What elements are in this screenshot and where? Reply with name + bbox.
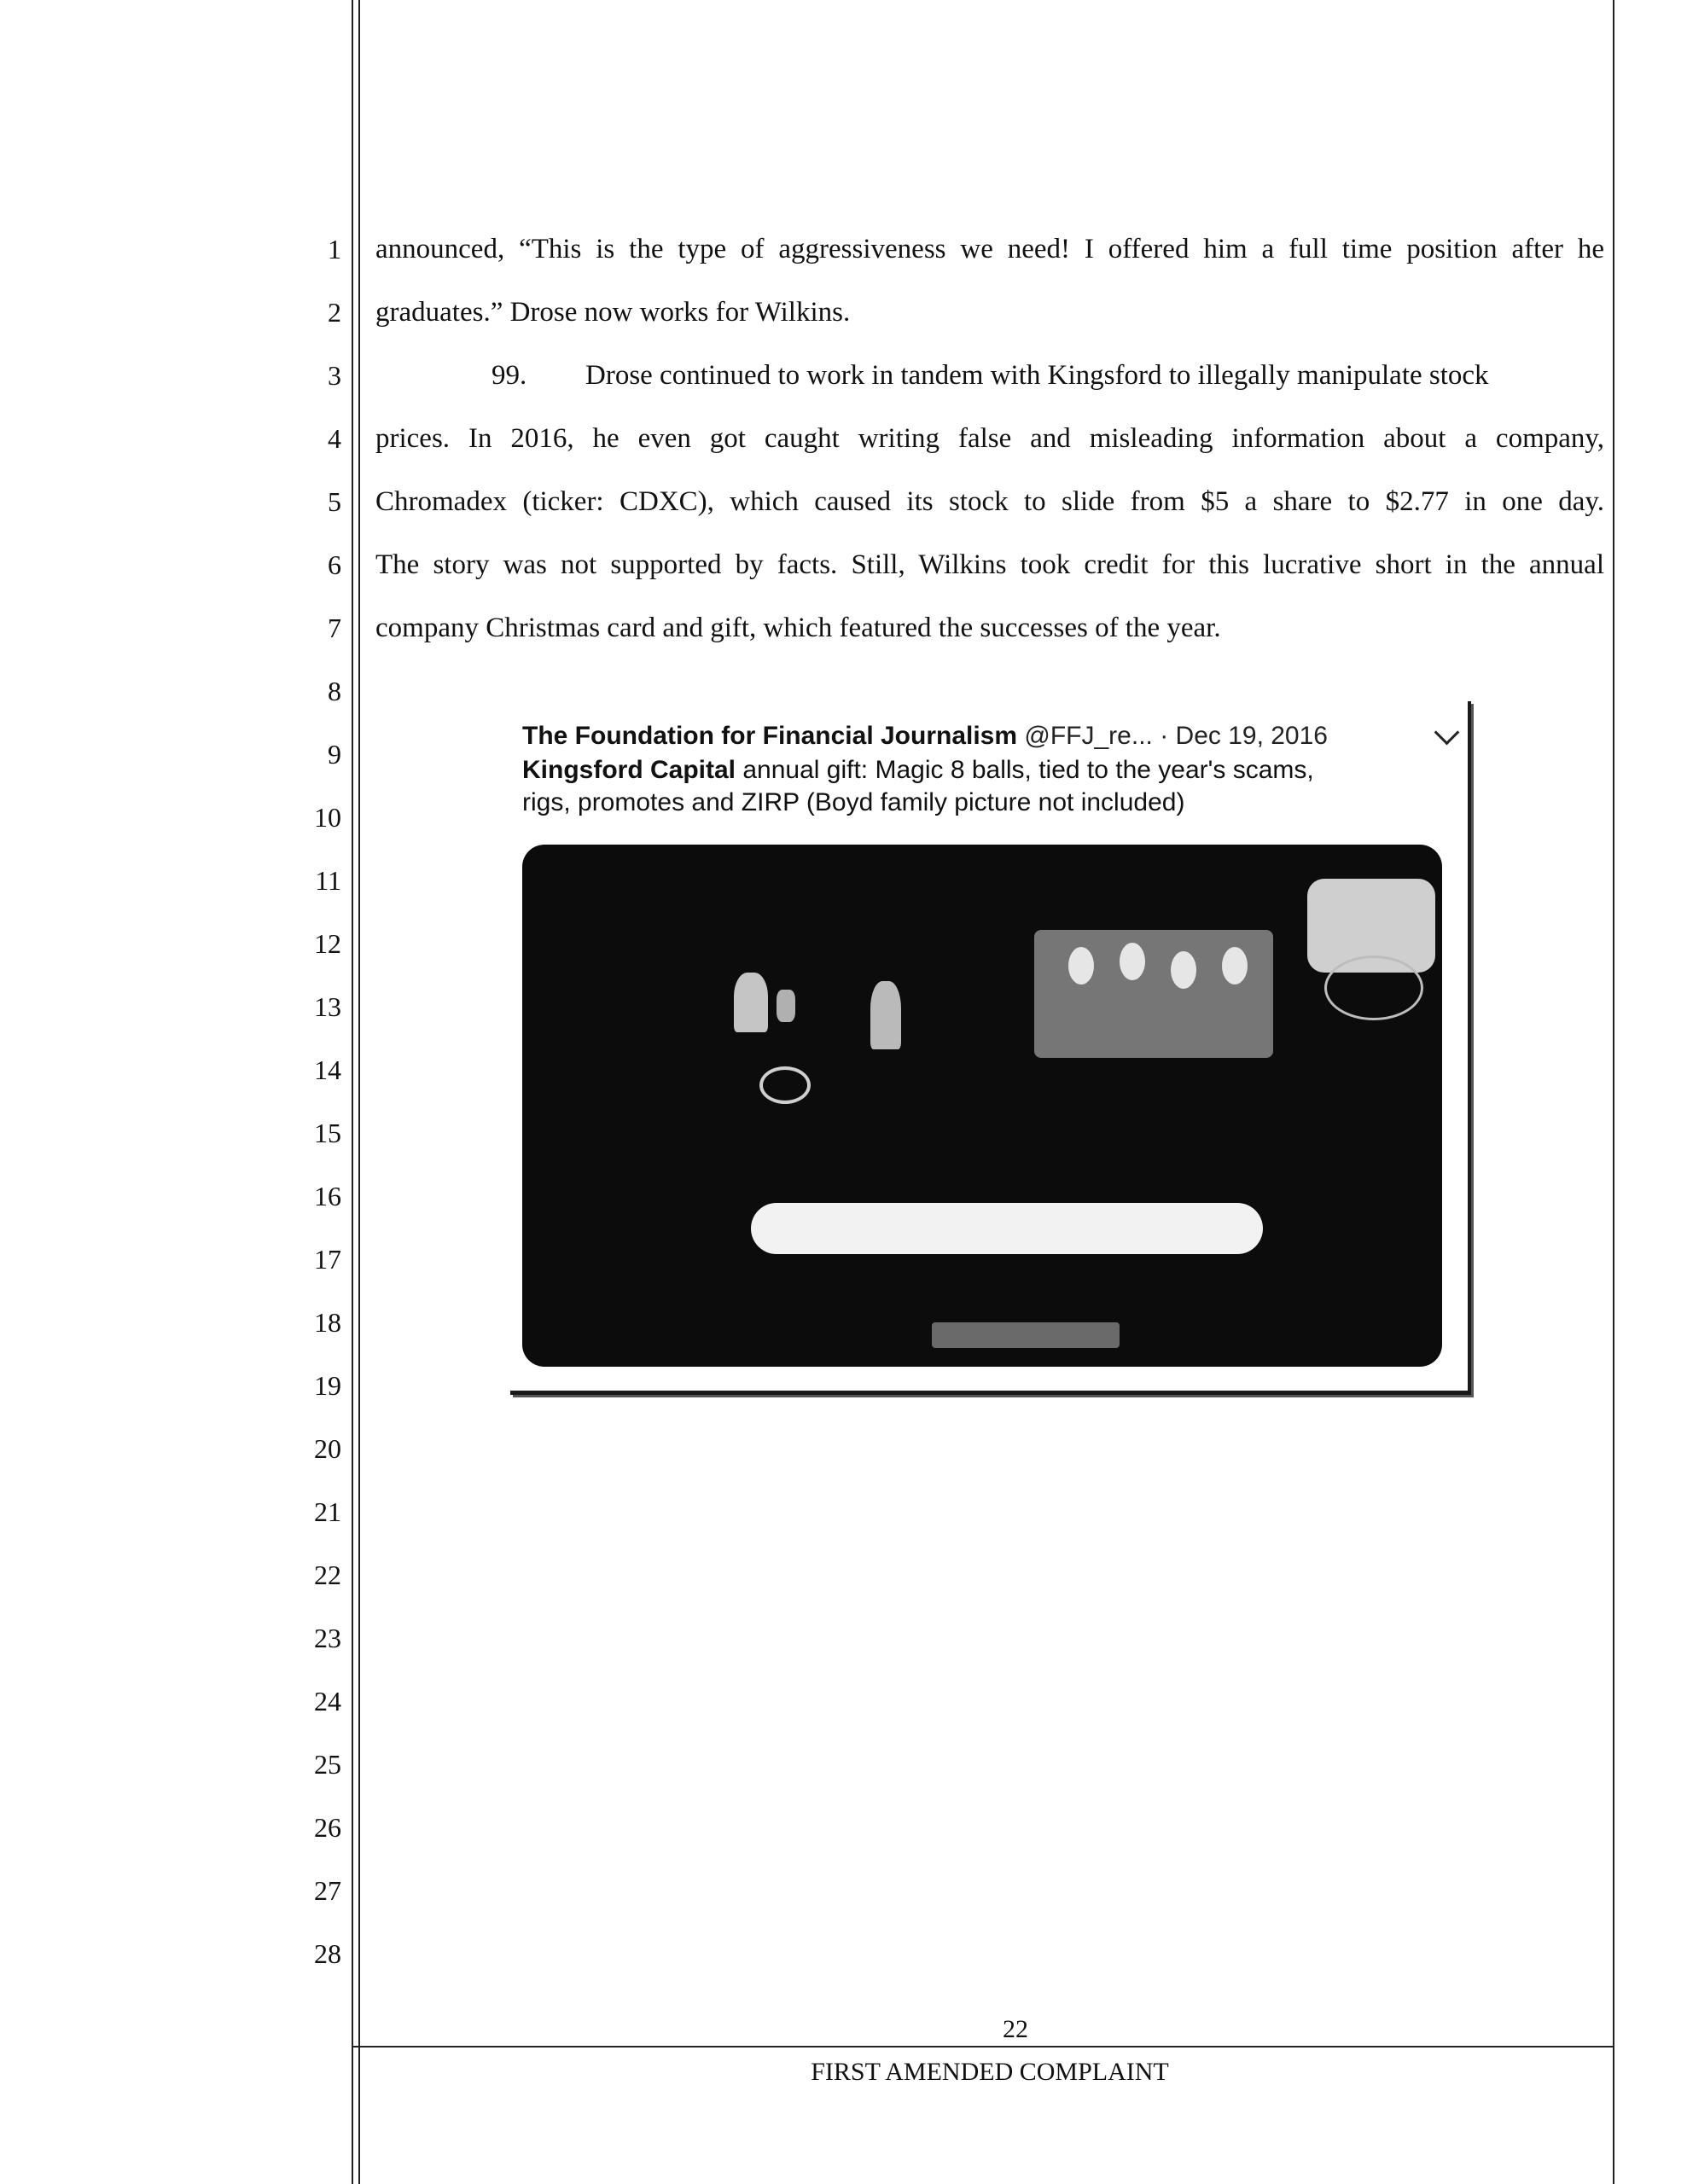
line-number: 7 — [328, 613, 341, 643]
tweet-header — [522, 720, 1452, 752]
line-number: 1 — [328, 234, 341, 264]
body-line: prices. In 2016, he even got caught writing false and misleading information about a company, — [375, 423, 1604, 454]
line-number: 14 — [314, 1054, 341, 1085]
line-number: 26 — [314, 1812, 341, 1843]
line-number: 19 — [314, 1370, 341, 1401]
photo-figure — [734, 973, 768, 1032]
photo-ring — [759, 1066, 811, 1104]
line-number: 2 — [328, 297, 341, 328]
line-number: 11 — [315, 865, 341, 896]
line-number: 13 — [314, 991, 341, 1022]
line-number: 17 — [314, 1244, 341, 1275]
photo-face — [1068, 947, 1094, 985]
line-number: 22 — [314, 1560, 341, 1590]
line-number: 23 — [314, 1623, 341, 1653]
tweet-mention: Kingsford Capital — [522, 756, 736, 784]
line-number: 27 — [314, 1875, 341, 1906]
tweet-text-line: rigs, promotes and ZIRP (Boyd family picture not included) — [522, 788, 1185, 816]
line-number: 15 — [314, 1118, 341, 1148]
footer-title: FIRST AMENDED COMPLAINT — [811, 2058, 1169, 2086]
line-number: 24 — [314, 1686, 341, 1716]
body-line: Chromadex (ticker: CDXC), which caused its stock to slide from $5 a share to $2.77 in one day. — [375, 486, 1604, 517]
tweet-photo — [522, 845, 1442, 1367]
line-number: 21 — [314, 1496, 341, 1527]
paragraph-99-first-line — [375, 358, 1604, 392]
line-number: 12 — [314, 928, 341, 959]
tweet-text — [522, 754, 1452, 819]
paragraph-number: 99. — [492, 360, 527, 391]
line-number: 9 — [328, 739, 341, 770]
line-number: 18 — [314, 1307, 341, 1338]
left-margin-rule-inner — [358, 0, 360, 2184]
line-number: 8 — [328, 676, 341, 706]
body-line: company Christmas card and gift, which featured the successes of the year. — [375, 613, 1221, 643]
page-number: 22 — [1003, 2015, 1028, 2043]
tweet-embed — [510, 701, 1471, 1395]
tweet-author: The Foundation for Financial Journalism — [522, 722, 1018, 750]
body-line: Drose continued to work in tandem with Kingsford to illegally manipulate stock — [585, 360, 1489, 391]
photo-figure — [777, 990, 795, 1022]
body-line: announced, “This is the type of aggressiveness we need! I offered him a full time position after he — [375, 234, 1604, 264]
body-line: graduates.” Drose now works for Wilkins. — [375, 297, 851, 328]
line-number: 3 — [328, 360, 341, 391]
line-number: 25 — [314, 1749, 341, 1780]
left-margin-rule — [352, 0, 353, 2184]
line-number: 4 — [328, 423, 341, 454]
footer-rule — [352, 2046, 1614, 2048]
right-margin-rule — [1613, 0, 1614, 2184]
photo-ornament — [1324, 956, 1423, 1020]
tweet-date: · Dec 19, 2016 — [1160, 722, 1328, 750]
line-number: 10 — [314, 802, 341, 833]
photo-face — [1120, 943, 1145, 980]
line-number: 16 — [314, 1181, 341, 1211]
photo-figure — [870, 981, 901, 1049]
line-number: 6 — [328, 549, 341, 580]
photo-bottom-text — [932, 1322, 1120, 1348]
body-line: The story was not supported by facts. Still, Wilkins took credit for this lucrative short in the annual — [375, 549, 1604, 580]
tweet-text-line: annual gift: Magic 8 balls, tied to the year's scams, — [736, 756, 1314, 784]
photo-face — [1222, 947, 1248, 985]
line-number: 20 — [314, 1433, 341, 1464]
line-number: 5 — [328, 486, 341, 517]
photo-face — [1171, 951, 1196, 989]
photo-label-strip — [751, 1203, 1263, 1254]
tweet-handle: @FFJ_re... — [1024, 722, 1153, 750]
line-number: 28 — [314, 1938, 341, 1969]
